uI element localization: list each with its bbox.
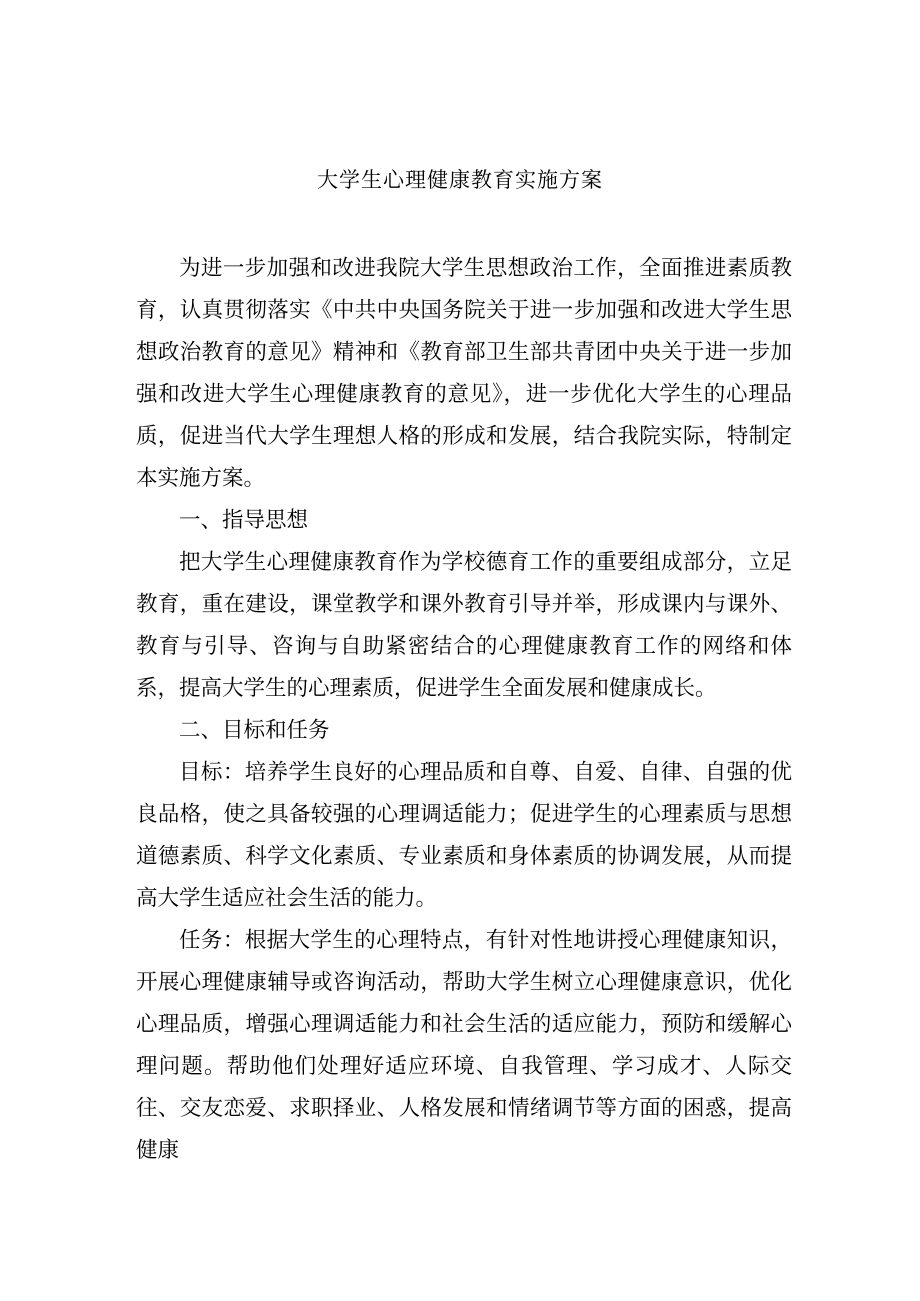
tasks-paragraph: 任务：根据大学生的心理特点，有针对性地讲授心理健康知识，开展心理健康辅导或咨询活动，帮助大学生树立心理健康意识，优化心理品质，增强心理调适能力和社会生活的适应能力，预防和缓解心理问题。帮助他们处理好适应环境、自我管理、学习成才、人际交往、交友恋爱、求职择业、人格发展和情绪调节等方面的困惑，提高健康 <box>136 928 792 1163</box>
intro-paragraph: 为进一步加强和改进我院大学生思想政治工作，全面推进素质教育，认真贯彻落实《中共中央国务院关于进一步加强和改进大学生思想政治教育的意见》精神和《教育部卫生部共青团中央关于进一步加强和改进大学生心理健康教育的意见》，进一步优化大学生的心理品质，促进当代大学生理想人格的形成和发展，结合我院实际，特制定本实施方案。 <box>136 256 792 491</box>
goals-paragraph: 目标：培养学生良好的心理品质和自尊、自爱、自律、自强的优良品格，使之具备较强的心理调适能力；促进学生的心理素质与思想道德素质、科学文化素质、专业素质和身体素质的协调发展，从而提高大学生适应社会生活的能力。 <box>136 760 792 911</box>
document-title: 大学生心理健康教育实施方案 <box>317 168 603 192</box>
guiding-ideology-paragraph: 把大学生心理健康教育作为学校德育工作的重要组成部分，立足教育，重在建设，课堂教学和课外教育引导并举，形成课内与课外、教育与引导、咨询与自助紧密结合的心理健康教育工作的网络和体系，提高大学生的心理素质，促进学生全面发展和健康成长。 <box>136 550 792 701</box>
document-body <box>136 248 792 1172</box>
section-heading-goals-tasks: 二、目标和任务 <box>179 718 330 743</box>
section-heading-guiding-ideology: 一、指导思想 <box>179 508 309 533</box>
